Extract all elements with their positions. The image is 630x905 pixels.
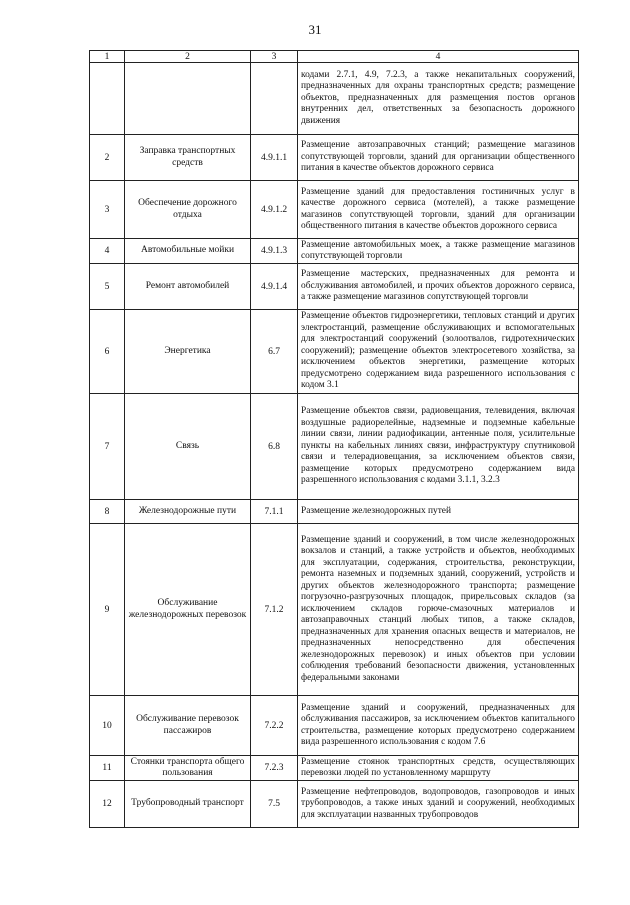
table-row [90, 135, 579, 181]
table-row [90, 394, 579, 500]
table-row [90, 781, 579, 828]
row-name: Энергетика [125, 310, 251, 394]
row-name [125, 63, 251, 135]
table-header [90, 51, 579, 63]
table-row [90, 63, 579, 135]
row-description: Размещение зданий для предоставления гостиничных услуг в качестве дорожного сервиса (мотелей), а также размещение магазинов сопутствующей торговли, зданий для организации общественного питания в качестве объектов дорожного сервиса [298, 181, 579, 239]
row-code: 4.9.1.3 [251, 239, 298, 264]
row-name: Автомобильные мойки [125, 239, 251, 264]
land-use-table [89, 50, 579, 828]
row-code: 7.1.2 [251, 524, 298, 696]
table-row [90, 264, 579, 310]
table-row [90, 524, 579, 696]
table-body [90, 63, 579, 828]
page-number: 31 [308, 22, 322, 37]
row-number: 11 [90, 756, 125, 781]
row-description: Размещение зданий и сооружений, в том числе железнодорожных вокзалов и станций, а также устройств и объектов, необходимых для эксплуатации, содержания, строительства, реконструкции, ремонта наземных и подземных зданий, сооружений, устройств и других объектов железнодорожного транспорта; размещение погрузочно-разгрузочных площадок, прирельсовых складов (за исключением складов горюче-смазочных материалов и автозаправочных станций любых типов, а также складов, предназначенных для хранения опасных веществ и материалов, не предназначенных непосредственно для обеспечения железнодорожных перевозок) и иных объектов при условии соблюдения требований безопасности движения, установленных федеральными законами [298, 524, 579, 696]
row-name: Обслуживание железнодорожных перевозок [125, 524, 251, 696]
header-col-1: 1 [90, 51, 125, 63]
row-name: Железнодорожные пути [125, 500, 251, 524]
header-col-2: 2 [125, 51, 251, 63]
row-number: 8 [90, 500, 125, 524]
row-number: 7 [90, 394, 125, 500]
table-row [90, 181, 579, 239]
row-description: Размещение зданий и сооружений, предназначенных для обслуживания пассажиров, за исключением объектов капитального строительства, размещение которых предусмотрено содержанием вида разрешенного использования с кодом 7.6 [298, 696, 579, 756]
table-row [90, 500, 579, 524]
row-description: Размещение мастерских, предназначенных для ремонта и обслуживания автомобилей, и прочих объектов дорожного сервиса, а также размещение магазинов сопутствующей торговли [298, 264, 579, 310]
row-code: 6.8 [251, 394, 298, 500]
row-name: Трубопроводный транспорт [125, 781, 251, 828]
row-description: Размещение объектов связи, радиовещания, телевидения, включая воздушные радиорелейные, надземные и подземные кабельные линии связи, линии радиофикации, антенные поля, усилительные пункты на кабельных линиях связи, инфраструктуру спутниковой связи и телерадиовещания, за исключением объектов связи, размещение которых предусмотрено содержанием вида разрешенного использования с кодами 3.1.1, 3.2.3 [298, 394, 579, 500]
row-number: 6 [90, 310, 125, 394]
table-row [90, 756, 579, 781]
row-description: Размещение нефтепроводов, водопроводов, газопроводов и иных трубопроводов, а также иных зданий и сооружений, необходимых для эксплуатации названных трубопроводов [298, 781, 579, 828]
row-number: 12 [90, 781, 125, 828]
row-name: Ремонт автомобилей [125, 264, 251, 310]
table-row [90, 310, 579, 394]
row-code [251, 63, 298, 135]
header-col-3: 3 [251, 51, 298, 63]
row-number: 3 [90, 181, 125, 239]
row-code: 4.9.1.4 [251, 264, 298, 310]
row-number: 2 [90, 135, 125, 181]
row-name: Обслуживание перевозок пассажиров [125, 696, 251, 756]
row-description: Размещение объектов гидроэнергетики, тепловых станций и других электростанций, размещение обслуживающих и вспомогательных для электростанций сооружений (золоотвалов, гидротехнических сооружений); размещение объектов электросетевого хозяйства, за исключением объектов энергетики, размещение которых предусмотрено содержанием вида разрешенного использования с кодом 3.1 [298, 310, 579, 394]
row-code: 7.5 [251, 781, 298, 828]
row-number: 10 [90, 696, 125, 756]
row-number: 4 [90, 239, 125, 264]
row-name: Стоянки транспорта общего пользования [125, 756, 251, 781]
row-code: 4.9.1.2 [251, 181, 298, 239]
row-description: Размещение автомобильных моек, а также размещение магазинов сопутствующей торговли [298, 239, 579, 264]
row-description: Размещение железнодорожных путей [298, 500, 579, 524]
row-description: Размещение автозаправочных станций; размещение магазинов сопутствующей торговли, зданий для организации общественного питания в качестве объектов дорожного сервиса [298, 135, 579, 181]
row-name: Заправка транспортных средств [125, 135, 251, 181]
row-name: Связь [125, 394, 251, 500]
row-code: 7.2.3 [251, 756, 298, 781]
row-description: кодами 2.7.1, 4.9, 7.2.3, а также некапитальных сооружений, предназначенных для охраны транспортных средств; размещение объектов, предназначенных для размещения постов органов внутренних дел, ответственных за безопасность дорожного движения [298, 63, 579, 135]
header-col-4: 4 [298, 51, 579, 63]
row-description: Размещение стоянок транспортных средств, осуществляющих перевозки людей по установленному маршруту [298, 756, 579, 781]
row-code: 4.9.1.1 [251, 135, 298, 181]
row-code: 6.7 [251, 310, 298, 394]
row-code: 7.2.2 [251, 696, 298, 756]
row-number: 5 [90, 264, 125, 310]
row-number [90, 63, 125, 135]
row-number: 9 [90, 524, 125, 696]
table-row [90, 696, 579, 756]
row-code: 7.1.1 [251, 500, 298, 524]
row-name: Обеспечение дорожного отдыха [125, 181, 251, 239]
table-row [90, 239, 579, 264]
